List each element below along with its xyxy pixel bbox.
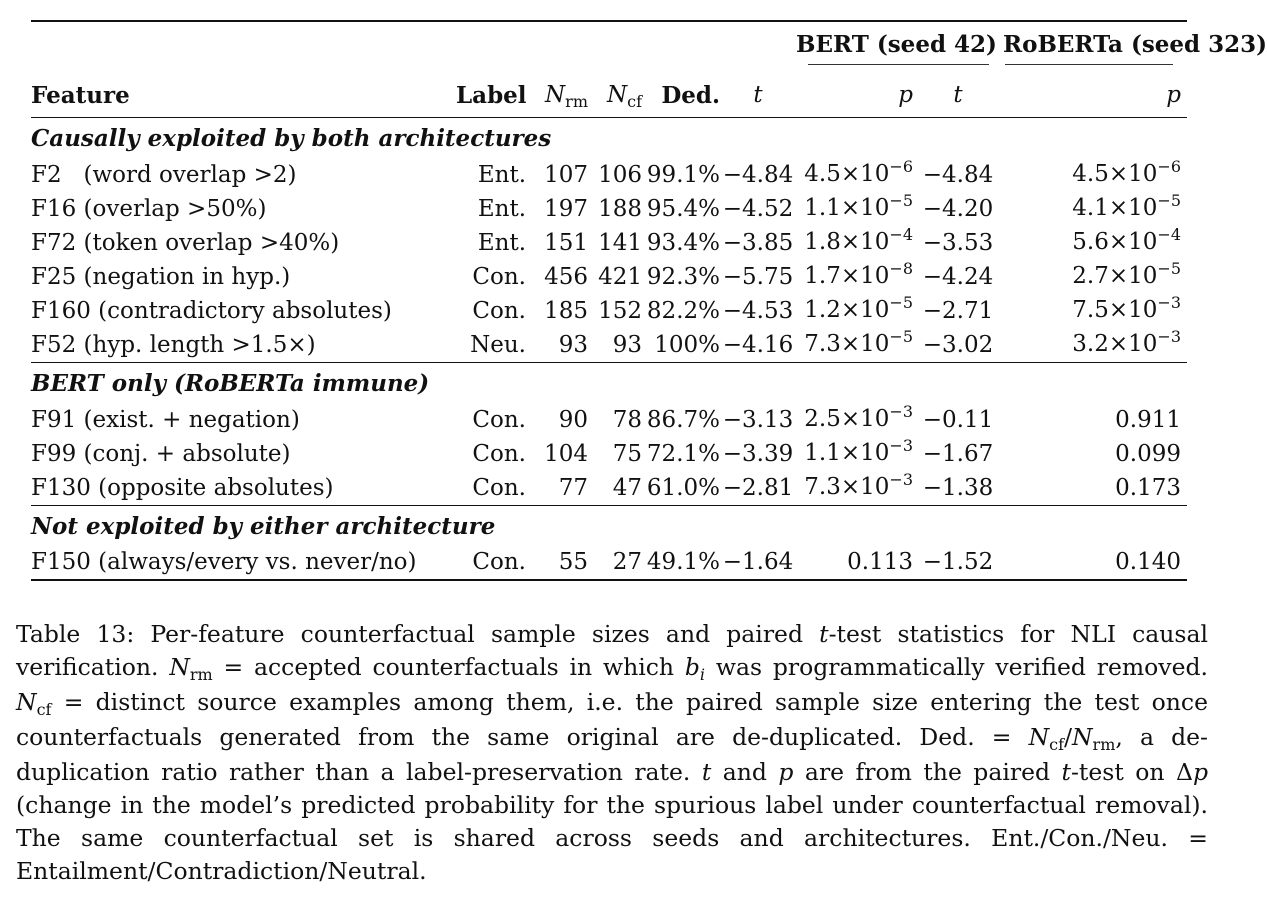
n-cf-base: N xyxy=(606,81,628,108)
caption-part: N xyxy=(169,653,190,681)
p-mantissa: 7.3×10 xyxy=(804,331,890,357)
roberta-p-cell xyxy=(997,192,1187,226)
caption-part: -test statistics for NLI causal verification. xyxy=(16,620,1208,681)
p-exponent: −5 xyxy=(889,191,913,210)
p-exponent: −3 xyxy=(889,436,913,455)
caption-part: N xyxy=(1028,723,1050,751)
p-mantissa: 1.2×10 xyxy=(804,297,890,323)
section-title: BERT only (RoBERTa immune) xyxy=(31,363,1187,404)
table-row xyxy=(31,226,1187,260)
p-mantissa: 2.5×10 xyxy=(804,406,890,432)
roberta-p-cell xyxy=(997,158,1187,192)
col-feature: Feature xyxy=(31,73,456,118)
label-cell: Con. xyxy=(472,263,526,290)
roberta-p-cell xyxy=(997,294,1187,328)
p-exponent: −5 xyxy=(889,327,913,346)
p-mantissa: 3.2×10 xyxy=(1072,331,1158,357)
caption-part: N xyxy=(16,688,37,716)
results-table xyxy=(31,20,1267,581)
bert-p-cell xyxy=(796,260,919,294)
n-cf-cell: 75 xyxy=(612,440,642,467)
table-row xyxy=(31,546,1187,580)
table-row xyxy=(31,294,1187,328)
bert-t-cell: −5.75 xyxy=(722,263,794,290)
p-mantissa: 4.5×10 xyxy=(1072,161,1158,187)
col-n-rm xyxy=(526,73,588,118)
n-rm-cell: 197 xyxy=(544,195,588,222)
bert-t-cell: −2.81 xyxy=(722,474,794,501)
n-cf-cell: 421 xyxy=(598,263,642,290)
ded-cell: 86.7% xyxy=(646,406,720,433)
ded-cell: 99.1% xyxy=(646,161,720,188)
p-exponent: −3 xyxy=(1157,293,1181,312)
caption-part: t xyxy=(819,620,829,648)
p-value: 0.099 xyxy=(1115,440,1181,467)
bert-p-cell xyxy=(796,546,919,580)
roberta-p-cell xyxy=(997,328,1187,363)
bert-p-cell xyxy=(796,294,919,328)
p-value: 0.140 xyxy=(1115,549,1181,575)
p-exponent: −3 xyxy=(889,470,913,489)
col-n-cf xyxy=(588,73,642,118)
bert-p-cell xyxy=(796,403,919,437)
caption-part: (change in the model’s predicted probability for the spurious label under counterfactual removal). The same counterfactual set is shared across seeds and architectures. Ent./Con./Neu. = Entailment/Contradiction/Neutral. xyxy=(16,791,1208,885)
caption-part: cf xyxy=(36,700,52,719)
feature-cell: F52 (hyp. length >1.5×) xyxy=(31,331,316,358)
p-mantissa: 1.1×10 xyxy=(804,195,890,221)
table-row xyxy=(31,328,1187,363)
ded-cell: 49.1% xyxy=(642,546,720,580)
col-roberta-t: t xyxy=(919,73,997,118)
ded-cell: 95.4% xyxy=(646,195,720,222)
roberta-group-header: RoBERTa (seed 323) xyxy=(1003,30,1267,58)
ded-cell: 72.1% xyxy=(646,440,720,467)
n-cf-cell: 47 xyxy=(612,474,642,501)
caption-part: b xyxy=(684,653,700,681)
p-mantissa: 1.8×10 xyxy=(804,229,890,255)
roberta-t-cell: −1.52 xyxy=(919,546,997,580)
caption-part: and xyxy=(711,758,779,786)
p-value: 0.911 xyxy=(1115,406,1181,433)
caption-part: -test on Δ xyxy=(1070,758,1193,786)
bert-t-cell: −1.64 xyxy=(720,546,796,580)
p-mantissa: 4.5×10 xyxy=(804,161,890,187)
table-row xyxy=(31,437,1187,471)
table-row xyxy=(31,158,1187,192)
bert-group-header: BERT (seed 42) xyxy=(796,30,997,58)
bert-t-cell: −4.16 xyxy=(722,331,794,358)
label-cell: Ent. xyxy=(477,195,526,222)
roberta-t-cell: −1.67 xyxy=(922,440,994,467)
table-row xyxy=(31,192,1187,226)
bert-p-cell xyxy=(796,158,919,192)
table-body xyxy=(31,21,1267,580)
caption-part: / xyxy=(1064,723,1072,751)
p-exponent: −5 xyxy=(1157,191,1181,210)
n-cf-cell: 152 xyxy=(598,297,642,324)
roberta-t-cell: −0.11 xyxy=(922,406,994,433)
roberta-t-cell: −4.24 xyxy=(922,263,994,290)
caption-part: rm xyxy=(1092,735,1116,754)
caption-part: p xyxy=(778,758,794,786)
bert-t-cell: −3.13 xyxy=(722,406,794,433)
caption-part: = accepted counterfactuals in which xyxy=(212,653,685,681)
p-value: 0.113 xyxy=(847,549,913,575)
table-row xyxy=(31,403,1187,437)
caption-part: t xyxy=(1061,758,1071,786)
p-mantissa: 7.3×10 xyxy=(804,474,890,500)
roberta-p-cell xyxy=(997,226,1187,260)
n-cf-cell: 93 xyxy=(612,331,642,358)
ded-cell: 82.2% xyxy=(646,297,720,324)
roberta-t-cell: −1.38 xyxy=(922,474,994,501)
caption-part: cf xyxy=(1049,735,1065,754)
caption-part: was programmatically verified removed. xyxy=(705,653,1208,681)
n-cf-cell: 27 xyxy=(588,546,642,580)
bert-t-cell: −4.84 xyxy=(722,161,794,188)
feature-cell: F130 (opposite absolutes) xyxy=(31,474,334,501)
caption-text xyxy=(16,618,1208,888)
bert-p-cell xyxy=(796,226,919,260)
label-cell: Ent. xyxy=(477,229,526,256)
table-row xyxy=(31,260,1187,294)
cmidrule-row xyxy=(31,64,1187,73)
bert-p-cell xyxy=(796,437,919,471)
roberta-t-cell: −3.02 xyxy=(922,331,994,358)
table-caption xyxy=(16,618,1208,888)
roberta-t-cell: −4.20 xyxy=(922,195,994,222)
p-exponent: −8 xyxy=(889,259,913,278)
caption-part: are from the paired xyxy=(793,758,1062,786)
col-label: Label xyxy=(456,73,526,118)
n-rm-cell: 93 xyxy=(558,331,588,358)
column-header-row xyxy=(31,73,1187,118)
table-row xyxy=(31,471,1187,506)
feature-cell: F25 (negation in hyp.) xyxy=(31,263,291,290)
n-rm-cell: 90 xyxy=(558,406,588,433)
p-exponent: −6 xyxy=(1157,157,1181,176)
ded-cell: 92.3% xyxy=(646,263,720,290)
n-rm-cell: 55 xyxy=(526,546,588,580)
n-rm-cell: 456 xyxy=(544,263,588,290)
section-title: Not exploited by either architecture xyxy=(31,506,1187,547)
section-header-row xyxy=(31,363,1187,404)
n-rm-cell: 104 xyxy=(544,440,588,467)
feature-cell: F72 (token overlap >40%) xyxy=(31,229,340,256)
p-mantissa: 1.7×10 xyxy=(804,263,890,289)
bert-t-cell: −4.53 xyxy=(722,297,794,324)
ded-cell: 61.0% xyxy=(646,474,720,501)
roberta-p-cell xyxy=(997,260,1187,294)
feature-cell: F160 (contradictory absolutes) xyxy=(31,297,392,324)
roberta-t-cell: −3.53 xyxy=(922,229,994,256)
feature-cell: F99 (conj. + absolute) xyxy=(31,440,291,467)
p-mantissa: 4.1×10 xyxy=(1072,195,1158,221)
label-cell: Con. xyxy=(472,297,526,324)
n-cf-cell: 106 xyxy=(598,161,642,188)
label-cell: Con. xyxy=(472,440,526,467)
caption-part: N xyxy=(1071,723,1093,751)
caption-part: t xyxy=(701,758,712,786)
n-cf-sub: cf xyxy=(627,91,642,111)
col-bert-t: t xyxy=(720,73,796,118)
caption-part: Table 13: Per-feature counterfactual sample sizes and paired xyxy=(16,620,820,648)
label-cell: Con. xyxy=(472,474,526,501)
p-value: 0.173 xyxy=(1115,474,1181,501)
col-bert-p: p xyxy=(796,73,919,118)
label-cell: Neu. xyxy=(470,331,526,358)
feature-cell: F2 (word overlap >2) xyxy=(31,161,297,188)
caption-part: , a de-duplication ratio rather than a label-preservation rate. xyxy=(16,723,1208,786)
roberta-cmidrule xyxy=(1005,64,1173,73)
p-exponent: −4 xyxy=(889,225,913,244)
n-rm-cell: 185 xyxy=(544,297,588,324)
n-cf-cell: 141 xyxy=(598,229,642,256)
n-rm-cell: 77 xyxy=(558,474,588,501)
feature-cell: F150 (always/every vs. never/no) xyxy=(31,546,456,580)
feature-cell: F16 (overlap >50%) xyxy=(31,195,267,222)
bert-t-cell: −4.52 xyxy=(722,195,794,222)
roberta-p-cell xyxy=(997,471,1187,506)
p-exponent: −4 xyxy=(1157,225,1181,244)
n-cf-cell: 188 xyxy=(598,195,642,222)
p-exponent: −6 xyxy=(889,157,913,176)
n-cf-cell: 78 xyxy=(612,406,642,433)
roberta-t-cell: −2.71 xyxy=(922,297,994,324)
p-mantissa: 7.5×10 xyxy=(1072,297,1158,323)
bert-p-cell xyxy=(796,192,919,226)
p-mantissa: 1.1×10 xyxy=(804,440,890,466)
p-exponent: −3 xyxy=(889,402,913,421)
p-mantissa: 5.6×10 xyxy=(1072,229,1158,255)
roberta-p-cell xyxy=(997,403,1187,437)
section-header-row xyxy=(31,118,1187,159)
caption-part: i xyxy=(699,665,706,684)
bert-p-cell xyxy=(796,328,919,363)
label-cell: Ent. xyxy=(477,161,526,188)
roberta-p-cell xyxy=(997,437,1187,471)
feature-cell: F91 (exist. + negation) xyxy=(31,406,300,433)
caption-part: p xyxy=(1192,758,1208,786)
p-exponent: −5 xyxy=(889,293,913,312)
bert-cmidrule xyxy=(808,64,989,73)
bert-t-cell: −3.85 xyxy=(722,229,794,256)
ded-cell: 93.4% xyxy=(646,229,720,256)
section-title: Causally exploited by both architectures xyxy=(31,124,552,152)
p-exponent: −3 xyxy=(1157,327,1181,346)
bert-t-cell: −3.39 xyxy=(722,440,794,467)
group-header-row xyxy=(31,24,1187,64)
caption-part: = distinct source examples among them, i.e. the paired sample size entering the test once counterfactuals generated from the same original are de-duplicated. Ded. = xyxy=(16,688,1208,751)
bert-p-cell xyxy=(796,471,919,506)
col-roberta-p: p xyxy=(997,73,1187,118)
n-rm-base: N xyxy=(545,81,566,108)
col-ded: Ded. xyxy=(642,73,720,118)
p-mantissa: 2.7×10 xyxy=(1072,263,1158,289)
n-rm-cell: 151 xyxy=(544,229,588,256)
n-rm-sub: rm xyxy=(565,91,588,111)
caption-part: rm xyxy=(189,665,213,684)
label-cell: Con. xyxy=(472,406,526,433)
section-header-row xyxy=(31,506,1187,547)
n-rm-cell: 107 xyxy=(544,161,588,188)
roberta-t-cell: −4.84 xyxy=(922,161,994,188)
roberta-p-cell xyxy=(997,546,1187,580)
p-exponent: −5 xyxy=(1157,259,1181,278)
label-cell: Con. xyxy=(456,546,526,580)
ded-cell: 100% xyxy=(654,331,720,358)
